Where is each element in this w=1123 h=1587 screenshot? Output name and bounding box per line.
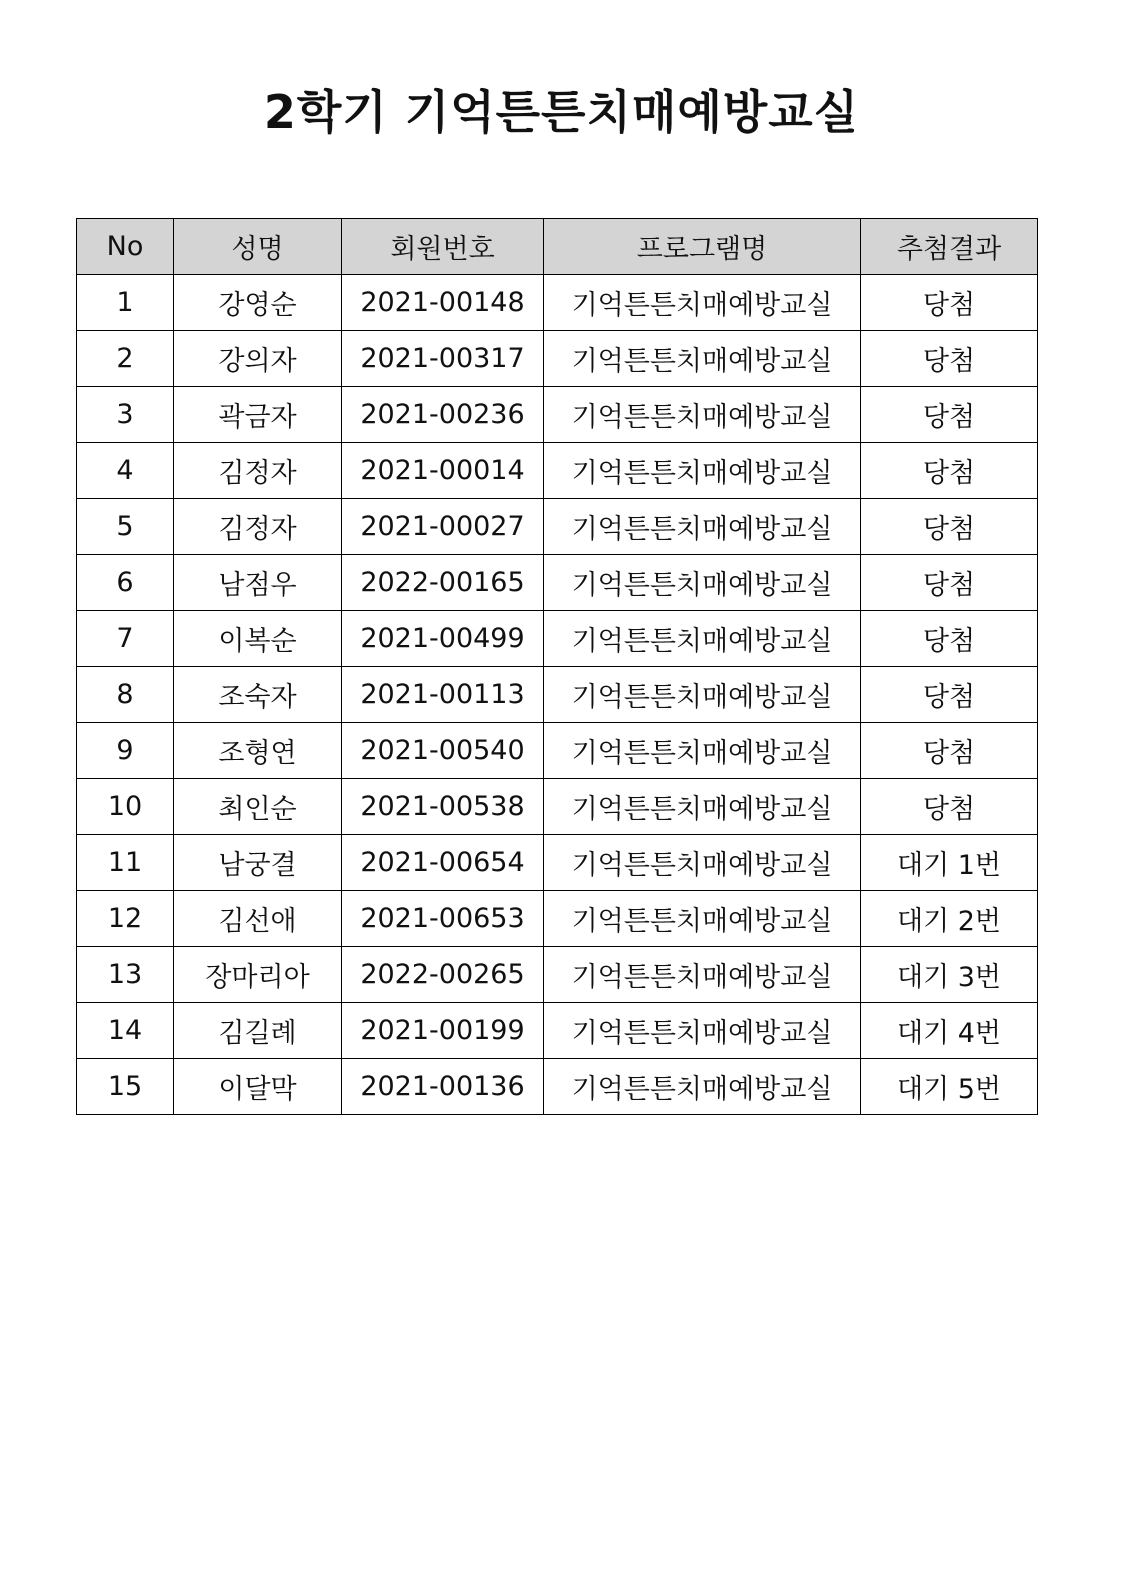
header-lottery-result: 추첨결과 [861, 219, 1038, 275]
cell-no: 7 [77, 611, 174, 667]
cell-program-name: 기억튼튼치매예방교실 [544, 331, 861, 387]
cell-name: 조숙자 [174, 667, 342, 723]
cell-lottery-result: 당첨 [861, 667, 1038, 723]
table-row [77, 1059, 1038, 1115]
cell-no: 13 [77, 947, 174, 1003]
cell-lottery-result: 당첨 [861, 331, 1038, 387]
cell-program-name: 기억튼튼치매예방교실 [544, 387, 861, 443]
cell-program-name: 기억튼튼치매예방교실 [544, 443, 861, 499]
cell-name: 장마리아 [174, 947, 342, 1003]
cell-member-number: 2021-00540 [342, 723, 544, 779]
table-header [77, 219, 1038, 275]
cell-program-name: 기억튼튼치매예방교실 [544, 1003, 861, 1059]
table-row [77, 835, 1038, 891]
cell-name: 강영순 [174, 275, 342, 331]
cell-program-name: 기억튼튼치매예방교실 [544, 611, 861, 667]
cell-no: 5 [77, 499, 174, 555]
cell-lottery-result: 대기 2번 [861, 891, 1038, 947]
table-row [77, 779, 1038, 835]
table-row [77, 443, 1038, 499]
lottery-result-table [76, 218, 1038, 1115]
page-title: 2학기 기억튼튼치매예방교실 [263, 85, 860, 139]
cell-program-name: 기억튼튼치매예방교실 [544, 1059, 861, 1115]
cell-member-number: 2021-00317 [342, 331, 544, 387]
cell-lottery-result: 당첨 [861, 723, 1038, 779]
cell-lottery-result: 대기 3번 [861, 947, 1038, 1003]
table-body [77, 275, 1038, 1115]
cell-lottery-result: 당첨 [861, 555, 1038, 611]
cell-name: 김정자 [174, 443, 342, 499]
table-row [77, 667, 1038, 723]
cell-member-number: 2021-00653 [342, 891, 544, 947]
table-row [77, 947, 1038, 1003]
cell-member-number: 2021-00499 [342, 611, 544, 667]
table-row [77, 891, 1038, 947]
cell-member-number: 2022-00165 [342, 555, 544, 611]
table-row [77, 611, 1038, 667]
cell-no: 9 [77, 723, 174, 779]
header-row [77, 219, 1038, 275]
cell-program-name: 기억튼튼치매예방교실 [544, 555, 861, 611]
cell-name: 이달막 [174, 1059, 342, 1115]
cell-lottery-result: 당첨 [861, 275, 1038, 331]
cell-lottery-result: 당첨 [861, 443, 1038, 499]
table-row [77, 1003, 1038, 1059]
cell-name: 최인순 [174, 779, 342, 835]
cell-program-name: 기억튼튼치매예방교실 [544, 723, 861, 779]
cell-member-number: 2022-00265 [342, 947, 544, 1003]
header-name: 성명 [174, 219, 342, 275]
cell-no: 15 [77, 1059, 174, 1115]
cell-lottery-result: 당첨 [861, 387, 1038, 443]
cell-member-number: 2021-00538 [342, 779, 544, 835]
cell-member-number: 2021-00654 [342, 835, 544, 891]
cell-no: 10 [77, 779, 174, 835]
cell-name: 이복순 [174, 611, 342, 667]
cell-lottery-result: 대기 1번 [861, 835, 1038, 891]
cell-lottery-result: 대기 5번 [861, 1059, 1038, 1115]
cell-lottery-result: 대기 4번 [861, 1003, 1038, 1059]
cell-program-name: 기억튼튼치매예방교실 [544, 275, 861, 331]
table-row [77, 555, 1038, 611]
cell-member-number: 2021-00027 [342, 499, 544, 555]
cell-member-number: 2021-00148 [342, 275, 544, 331]
cell-name: 김선애 [174, 891, 342, 947]
cell-member-number: 2021-00199 [342, 1003, 544, 1059]
table-row [77, 387, 1038, 443]
cell-lottery-result: 당첨 [861, 611, 1038, 667]
cell-no: 4 [77, 443, 174, 499]
cell-no: 2 [77, 331, 174, 387]
cell-name: 김길례 [174, 1003, 342, 1059]
table-row [77, 275, 1038, 331]
cell-no: 3 [77, 387, 174, 443]
cell-lottery-result: 당첨 [861, 779, 1038, 835]
cell-name: 김정자 [174, 499, 342, 555]
cell-name: 남점우 [174, 555, 342, 611]
header-member-number: 회원번호 [342, 219, 544, 275]
cell-no: 1 [77, 275, 174, 331]
cell-no: 8 [77, 667, 174, 723]
table-row [77, 331, 1038, 387]
cell-no: 11 [77, 835, 174, 891]
cell-member-number: 2021-00113 [342, 667, 544, 723]
cell-name: 곽금자 [174, 387, 342, 443]
cell-no: 14 [77, 1003, 174, 1059]
cell-program-name: 기억튼튼치매예방교실 [544, 835, 861, 891]
cell-program-name: 기억튼튼치매예방교실 [544, 667, 861, 723]
header-program-name: 프로그램명 [544, 219, 861, 275]
table-row [77, 499, 1038, 555]
cell-no: 6 [77, 555, 174, 611]
cell-lottery-result: 당첨 [861, 499, 1038, 555]
cell-name: 강의자 [174, 331, 342, 387]
cell-program-name: 기억튼튼치매예방교실 [544, 499, 861, 555]
cell-member-number: 2021-00136 [342, 1059, 544, 1115]
cell-member-number: 2021-00236 [342, 387, 544, 443]
cell-name: 조형연 [174, 723, 342, 779]
cell-program-name: 기억튼튼치매예방교실 [544, 779, 861, 835]
cell-program-name: 기억튼튼치매예방교실 [544, 947, 861, 1003]
cell-no: 12 [77, 891, 174, 947]
cell-program-name: 기억튼튼치매예방교실 [544, 891, 861, 947]
table-row [77, 723, 1038, 779]
header-no: No [77, 219, 174, 275]
cell-name: 남궁결 [174, 835, 342, 891]
cell-member-number: 2021-00014 [342, 443, 544, 499]
